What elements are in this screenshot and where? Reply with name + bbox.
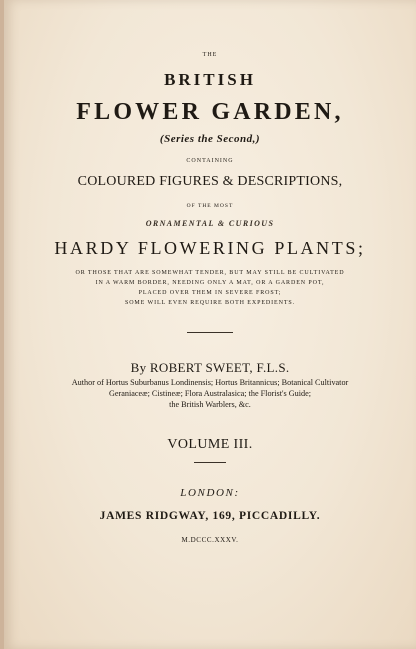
containing-label: CONTAINING <box>186 158 234 164</box>
title-flower-garden: FLOWER GARDEN, <box>76 99 344 125</box>
description-line: IN A WARM BORDER, NEEDING ONLY A MAT, OR A GARDEN POT, <box>95 280 325 286</box>
hardy-flowering-plants-line: HARDY FLOWERING PLANTS; <box>54 238 366 258</box>
divider-rule <box>187 332 233 333</box>
author-line: By ROBERT SWEET, F.L.S. <box>130 360 290 375</box>
author-works-line: the British Warblers, &c. <box>169 400 251 409</box>
the-label: THE <box>202 52 218 58</box>
divider-rule <box>194 462 226 463</box>
publication-date: M.DCCC.XXXV. <box>181 536 239 544</box>
title-page <box>4 0 416 649</box>
description-line: OR THOSE THAT ARE SOMEWHAT TENDER, BUT MAY STILL BE CULTIVATED <box>75 270 345 276</box>
description-line: PLACED OVER THEM IN SEVERE FROST; <box>138 290 282 296</box>
ornamental-curious-line: ORNAMENTAL & CURIOUS <box>145 219 275 228</box>
of-the-most-label: OF THE MOST <box>186 203 234 209</box>
publisher-line: JAMES RIDGWAY, 169, PICCADILLY. <box>99 510 321 522</box>
author-works-line: Geraniaceæ; Cistineæ; Flora Australasica; the Florist's Guide; <box>108 389 312 398</box>
description-line: SOME WILL EVEN REQUIRE BOTH EXPEDIENTS. <box>124 300 296 306</box>
author-works-line: Author of Hortus Suburbanus Londinensis; Hortus Britannicus; Botanical Cultivator <box>71 378 349 387</box>
city-label: LONDON: <box>180 487 240 499</box>
title-british: BRITISH <box>164 70 256 89</box>
series-label: (Series the Second,) <box>159 133 261 145</box>
coloured-figures-line: COLOURED FIGURES & DESCRIPTIONS, <box>77 174 343 189</box>
volume-label: VOLUME III. <box>167 437 253 452</box>
